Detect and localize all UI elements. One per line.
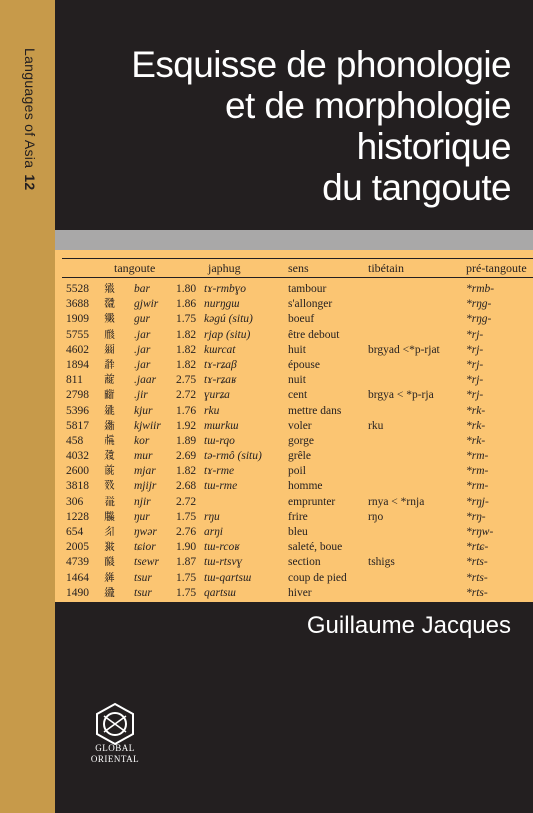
cell-id: 3818 [66, 480, 89, 493]
cell-glyph: 𗍫 [104, 434, 115, 447]
cell-pre: *rtɕ- [466, 541, 489, 554]
cell-jap: kəgú (situ) [204, 313, 253, 326]
cell-tib: tshigs [368, 556, 395, 569]
cell-pre: *rk- [466, 434, 486, 447]
publisher-line: GLOBAL [95, 743, 135, 753]
cell-glyph: 𗅺 [104, 328, 115, 341]
cell-pre: *rŋj- [466, 495, 489, 508]
grey-divider-band [55, 230, 533, 250]
cell-id: 1228 [66, 510, 89, 523]
cell-glyph: 𗸦 [104, 480, 115, 493]
cell-num: 2.72 [176, 389, 197, 402]
cell-glyph: 𗍽 [104, 556, 115, 569]
cell-pre: *rm- [466, 465, 489, 478]
cell-id: 4602 [66, 343, 89, 356]
cell-id: 5528 [66, 283, 89, 295]
table-row [62, 556, 533, 571]
cell-tang: tsur [134, 586, 152, 599]
title-line: Esquisse de phonologie [131, 44, 511, 85]
table-body [62, 283, 533, 602]
cell-glyph: 𗼃 [104, 526, 115, 538]
table-row [62, 313, 533, 328]
cell-num: 1.75 [176, 313, 197, 326]
cell-tang: .jaar [134, 374, 157, 387]
series-label [22, 48, 38, 191]
cell-sens: s'allonger [288, 298, 333, 311]
word-table [55, 250, 533, 602]
cell-tang: njir [134, 495, 151, 508]
cell-id: 1464 [66, 571, 89, 584]
cell-num: 1.82 [176, 328, 197, 341]
table-row [62, 374, 533, 389]
cell-jap: rku [204, 404, 220, 417]
cell-pre: *rŋ- [466, 510, 486, 523]
cell-num: 2.75 [176, 374, 197, 387]
author-name: Guillaume Jacques [306, 612, 511, 639]
cell-pre: *rmb- [466, 283, 495, 295]
cell-sens: frire [288, 510, 308, 523]
publisher-line: ORIENTAL [90, 754, 140, 764]
cell-glyph: 𗯴 [104, 541, 115, 554]
cell-pre: *rm- [466, 480, 489, 493]
publisher-logo-icon [93, 702, 137, 746]
cell-num: 1.90 [176, 541, 197, 554]
cell-tang: gur [134, 313, 150, 326]
cell-id: 458 [66, 434, 84, 447]
cell-jap: tɯ-rqo [204, 434, 235, 447]
table-row [62, 359, 533, 374]
cell-glyph: 𗋒 [104, 283, 115, 295]
cell-sens: tambour [288, 283, 327, 295]
cell-num: 1.82 [176, 343, 197, 356]
cell-jap: mɯrkɯ [204, 419, 239, 432]
cell-glyph: 𗤶 [104, 571, 115, 584]
cell-id: 5755 [66, 328, 89, 341]
cell-id: 5817 [66, 419, 89, 432]
cell-glyph: 𗫔 [104, 586, 115, 599]
cell-pre: *rts- [466, 571, 488, 584]
cell-tib: rku [368, 419, 384, 432]
cell-num: 1.86 [176, 298, 197, 311]
table-header [62, 258, 533, 278]
cell-sens: être debout [288, 328, 340, 341]
cell-tang: .jar [134, 328, 151, 341]
cell-num: 2.69 [176, 450, 197, 463]
cell-glyph: 𗧓 [104, 404, 115, 417]
cell-id: 2798 [66, 389, 89, 402]
table-row [62, 572, 533, 587]
cell-sens: hiver [288, 586, 312, 599]
cell-jap: rŋu [204, 510, 220, 523]
cell-jap: rjap (situ) [204, 328, 251, 341]
table-row [62, 587, 533, 602]
cell-pre: *rk- [466, 419, 486, 432]
cell-tib: brgyad <*p-rjat [368, 343, 440, 356]
cell-sens: poil [288, 465, 306, 478]
book-title [131, 44, 511, 208]
cell-sens: voler [288, 419, 312, 432]
cell-tang: bar [134, 283, 150, 295]
cell-tang: kor [134, 434, 150, 447]
cell-jap: nurŋgɯ [204, 298, 240, 311]
header-tangoute: tangoute [114, 261, 156, 275]
cell-glyph: 𗖢 [104, 495, 115, 508]
cell-num: 1.76 [176, 404, 197, 417]
cell-jap: tɯ-rcoʁ [204, 541, 240, 554]
cell-tang: tɕior [134, 541, 156, 554]
cell-pre: *rj- [466, 389, 484, 402]
cell-tang: .jar [134, 343, 151, 356]
cell-sens: gorge [288, 434, 314, 447]
cell-pre: *rj- [466, 374, 484, 387]
header-pre-tangoute: pré-tangoute [466, 261, 527, 275]
title-line: du tangoute [322, 167, 511, 208]
cell-tang: mjar [134, 465, 156, 478]
cell-id: 1490 [66, 586, 89, 599]
cell-glyph: 𗗿 [104, 450, 115, 463]
cell-num: 1.75 [176, 571, 197, 584]
cell-sens: emprunter [288, 495, 336, 508]
table-row [62, 450, 533, 465]
cell-num: 2.76 [176, 526, 197, 538]
cell-tang: .jar [134, 358, 151, 371]
table-row [62, 329, 533, 344]
cell-id: 1894 [66, 358, 89, 371]
cell-tang: mur [134, 450, 153, 463]
cell-sens: coup de pied [288, 571, 347, 584]
table-row [62, 389, 533, 404]
cell-pre: *rts- [466, 556, 488, 569]
cell-sens: homme [288, 480, 323, 493]
cell-tang: tsur [134, 571, 152, 584]
cell-jap: tɤ-rmbɣo [204, 283, 247, 295]
cell-pre: *rj- [466, 343, 484, 356]
cell-glyph: 𗓰 [104, 374, 115, 387]
cell-glyph: 𗗆 [104, 298, 115, 311]
cell-num: 2.72 [176, 495, 197, 508]
cell-sens: bleu [288, 526, 308, 538]
cell-id: 2005 [66, 541, 89, 554]
cell-glyph: 𗐯 [104, 465, 115, 478]
cell-tib: rnya < *rnja [368, 495, 425, 508]
cell-tib: rŋo [368, 510, 384, 523]
cell-jap: tɤ-rʑaβ [204, 358, 237, 371]
cell-sens: nuit [288, 374, 306, 387]
table-row [62, 496, 533, 511]
header-sens: sens [288, 261, 309, 275]
cell-pre: *rj- [466, 328, 484, 341]
table-row [62, 283, 533, 298]
header-japhug: japhug [208, 261, 241, 275]
table-row [62, 344, 533, 359]
table-row [62, 541, 533, 556]
title-line: et de morphologie [225, 85, 511, 126]
series-number: 12 [22, 174, 38, 191]
cell-jap: ɣurʑa [204, 389, 230, 402]
table-row [62, 405, 533, 420]
cell-sens: section [288, 556, 321, 569]
cell-glyph: 𗹪 [104, 510, 115, 523]
cell-id: 4032 [66, 450, 89, 463]
cell-id: 4739 [66, 556, 89, 569]
cell-num: 1.92 [176, 419, 197, 432]
cell-pre: *rm- [466, 450, 489, 463]
header-tibetain: tibétain [368, 261, 404, 275]
cell-id: 5396 [66, 404, 89, 417]
cell-pre: *rŋw- [466, 526, 494, 538]
cell-jap: tə-rmô (situ) [204, 450, 262, 463]
cell-id: 2600 [66, 465, 89, 478]
cell-pre: *rts- [466, 586, 488, 599]
cell-jap: arŋi [204, 526, 223, 538]
cell-pre: *rŋg- [466, 298, 492, 311]
table-row [62, 465, 533, 480]
table-row [62, 420, 533, 435]
cell-pre: *rj- [466, 358, 484, 371]
cell-pre: *rŋg- [466, 313, 492, 326]
cell-tang: tsewr [134, 556, 159, 569]
cell-sens: épouse [288, 358, 320, 371]
table-row [62, 526, 533, 541]
cell-glyph: 𗥃 [104, 343, 115, 356]
cell-jap: tɤ-rʑaʁ [204, 374, 237, 387]
cell-sens: cent [288, 389, 308, 402]
cell-glyph: 𗌄 [104, 313, 115, 326]
cell-jap: kɯrcat [204, 343, 236, 356]
cell-tang: ŋur [134, 510, 150, 523]
cell-sens: boeuf [288, 313, 315, 326]
title-line: historique [356, 126, 511, 167]
cell-sens: mettre dans [288, 404, 342, 417]
cell-id: 306 [66, 495, 84, 508]
cell-jap: tɤ-rme [204, 465, 235, 478]
cell-tang: kjur [134, 404, 153, 417]
cell-sens: grêle [288, 450, 311, 463]
cell-jap: tɯ-rme [204, 480, 238, 493]
cell-tang: ŋwər [134, 526, 157, 538]
cell-jap: tɯ-rtsvɣ [204, 556, 243, 569]
table-row [62, 511, 533, 526]
cell-jap: tɯ-qartsɯ [204, 571, 252, 584]
cell-id: 3688 [66, 298, 89, 311]
publisher-name [80, 743, 150, 765]
cell-tang: .jir [134, 389, 148, 402]
cell-num: 1.80 [176, 283, 197, 295]
cell-pre: *rk- [466, 404, 486, 417]
cell-glyph: 𗠁 [104, 389, 115, 402]
cell-num: 2.68 [176, 480, 197, 493]
cell-id: 654 [66, 526, 84, 538]
cell-num: 1.87 [176, 556, 197, 569]
cell-tib: brgya < *p-rja [368, 389, 434, 402]
series-name: Languages of Asia [22, 48, 38, 169]
spine-band [0, 0, 55, 813]
cell-glyph: 𗩻 [104, 419, 115, 432]
cell-tang: kjwiir [134, 419, 161, 432]
cell-glyph: 𗴂 [104, 358, 115, 371]
table-row [62, 298, 533, 313]
cell-num: 1.75 [176, 586, 197, 599]
cell-sens: saleté, boue [288, 541, 343, 554]
cell-id: 1909 [66, 313, 89, 326]
cell-num: 1.82 [176, 465, 197, 478]
table-row [62, 435, 533, 450]
cell-jap: qartsɯ [204, 586, 236, 599]
cell-id: 811 [66, 374, 83, 387]
cell-sens: huit [288, 343, 306, 356]
cell-num: 1.75 [176, 510, 197, 523]
cell-tang: mjijr [134, 480, 157, 493]
cell-num: 1.89 [176, 434, 197, 447]
cell-tang: gjwir [134, 298, 159, 311]
cell-num: 1.82 [176, 358, 197, 371]
table-row [62, 480, 533, 495]
